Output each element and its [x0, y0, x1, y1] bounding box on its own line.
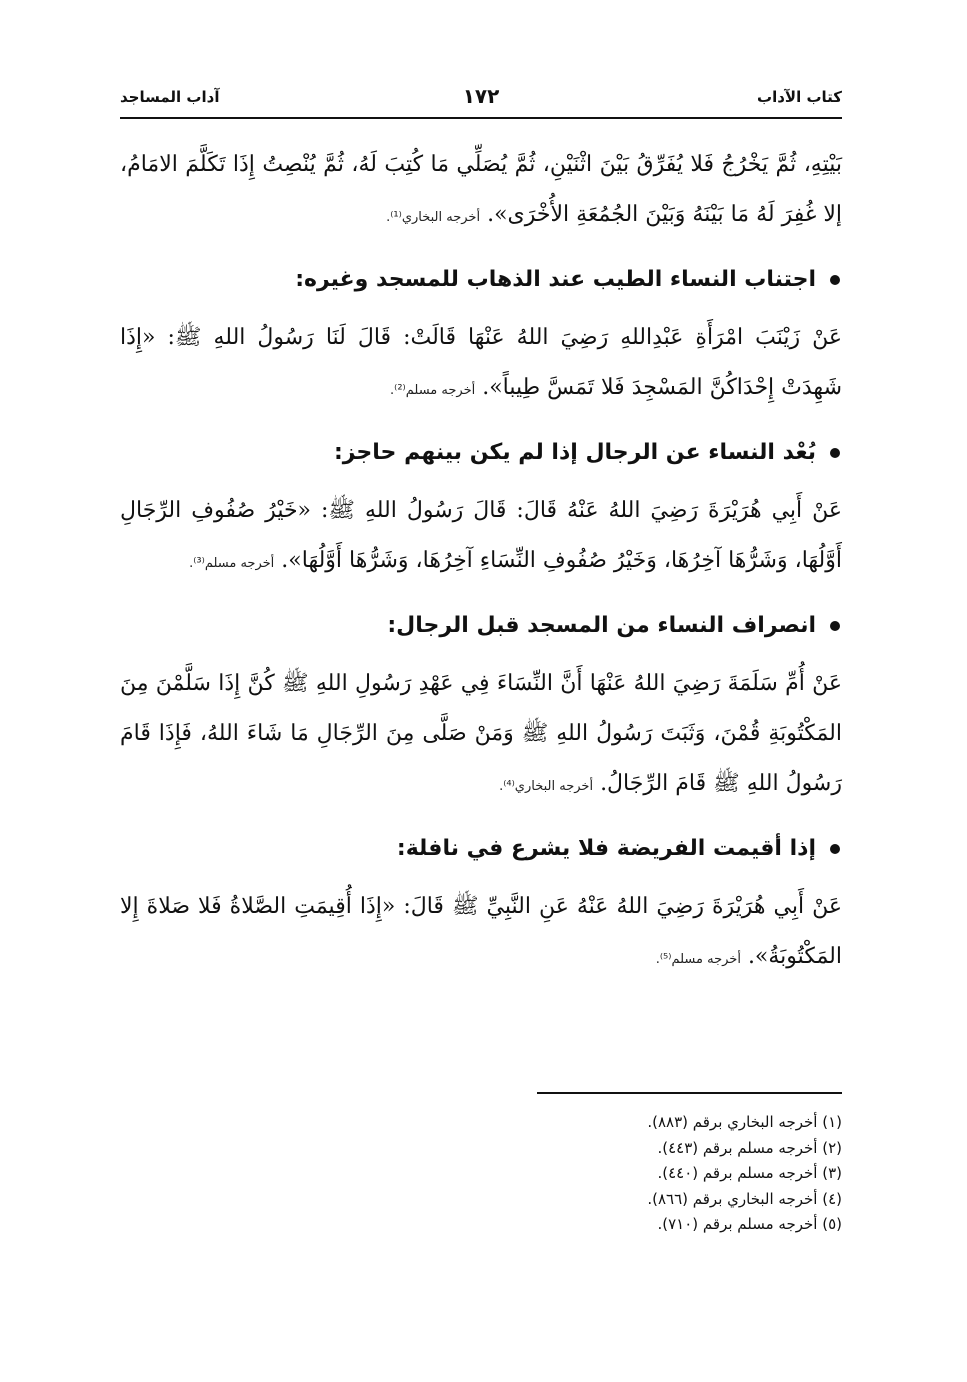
footnote: (١) أخرجه البخاري برقم (٨٨٣). — [647, 1113, 842, 1131]
hadith-text: عَنْ زَيْنَبَ امْرَأَةِ عَبْدِاللهِ رَضِيَ اللهُ عَنْهَا قَالَتْ: قَالَ لَنَا رَسُولُ اللهِ ﷺ: «إِذَا شَهِدَتْ إِحْدَاكُنَّ المَسْجِدَ فَلا تَمَسَّ طِيباً». — [120, 325, 842, 400]
intro-hadith-text: بَيْتِهِ، ثُمَّ يَخْرُجُ فَلا يُفَرِّقُ بَيْنَ اثْنَيْنِ، ثُمَّ يُصَلِّي مَا كُتِبَ لَهُ، ثُمَّ يُنْصِتُ إِذَا تَكَلَّمَ الامَامُ، إلا غُفِرَ لَهُ مَا بَيْنَهُ وَبَيْنَ الجُمُعَةِ الأُخْرَى». — [120, 152, 842, 227]
section-heading-text: انصراف النساء من المسجد قبل الرجال: — [387, 613, 816, 638]
section-heading — [120, 438, 842, 468]
section-heading-text: بُعْد النساء عن الرجال إذا لم يكن بينهم حاجز: — [333, 440, 816, 465]
section-heading — [120, 611, 842, 641]
hadith-paragraph — [120, 313, 842, 416]
footnote-divider — [537, 1092, 842, 1094]
chapter-title: آداب المساجد — [120, 88, 220, 106]
intro-source: أخرجه البخاري⁽¹⁾. — [386, 210, 481, 225]
section-heading — [120, 265, 842, 295]
hadith-source: أخرجه مسلم⁽³⁾. — [189, 556, 275, 571]
intro-paragraph — [120, 140, 842, 243]
hadith-source: أخرجه مسلم⁽²⁾. — [390, 383, 476, 398]
bullet-icon — [830, 275, 840, 285]
bullet-icon — [830, 621, 840, 631]
hadith-paragraph — [120, 486, 842, 589]
header-divider — [120, 117, 842, 119]
hadith-text: عَنْ أَبِي هُرَيْرَةَ رَضِيَ اللهُ عَنْهُ قَالَ: قَالَ رَسُولُ اللهِ ﷺ: «خَيْرُ صُفُوفِ الرِّجَالِ أَوَّلُهَا، وَشَرُّهَا آخِرُهَا، وَخَيْرُ صُفُوفِ النِّسَاءِ آخِرُهَا، وَشَرُّهَا أَوَّلُهَا». — [120, 498, 842, 573]
book-title: كتاب الآداب — [757, 88, 842, 106]
hadith-paragraph — [120, 659, 842, 812]
hadith-text: عَنْ أُمِّ سَلَمَةَ رَضِيَ اللهُ عَنْهَا أَنَّ النِّسَاءَ فِي عَهْدِ رَسُولِ اللهِ ﷺ كُنَّ إِذَا سَلَّمْنَ مِنَ المَكْتُوبَةِ قُمْنَ، وَثَبَتَ رَسُولُ اللهِ ﷺ وَمَنْ صَلَّى مِنَ الرِّجَالِ مَا شَاءَ اللهُ، فَإِذَا قَامَ رَسُولُ اللهِ ﷺ قَامَ الرِّجَالُ. — [120, 671, 842, 796]
hadith-source: أخرجه البخاري⁽⁴⁾. — [499, 779, 594, 794]
section-heading — [120, 834, 842, 864]
hadith-text: عَنْ أَبِي هُرَيْرَةَ رَضِيَ اللهُ عَنْهُ عَنِ النَّبِيِّ ﷺ قَالَ: «إِذَا أُقِيمَتِ الصَّلاةُ فَلا صَلاةَ إِلا المَكْتُوبَةُ». — [120, 894, 842, 969]
section-heading-text: إذا أقيمت الفريضة فلا يشرع في نافلة: — [396, 836, 816, 861]
footnotes — [647, 1110, 842, 1238]
running-header — [120, 84, 842, 118]
section-heading-text: اجتناب النساء الطيب عند الذهاب للمسجد وغيره: — [295, 267, 816, 292]
main-text — [120, 140, 842, 985]
hadith-source: أخرجه مسلم⁽⁵⁾. — [655, 952, 741, 967]
bullet-icon — [830, 448, 840, 458]
page-number: ١٧٢ — [462, 84, 500, 108]
footnote: (٢) أخرجه مسلم برقم (٤٤٣). — [657, 1138, 842, 1157]
footnote: (٤) أخرجه البخاري برقم (٨٦٦). — [647, 1189, 842, 1208]
hadith-paragraph — [120, 882, 842, 985]
bullet-icon — [830, 844, 840, 854]
footnote: (٣) أخرجه مسلم برقم (٤٤٠). — [657, 1164, 842, 1182]
footnote: (٥) أخرجه مسلم برقم (٧١٠). — [657, 1215, 842, 1233]
